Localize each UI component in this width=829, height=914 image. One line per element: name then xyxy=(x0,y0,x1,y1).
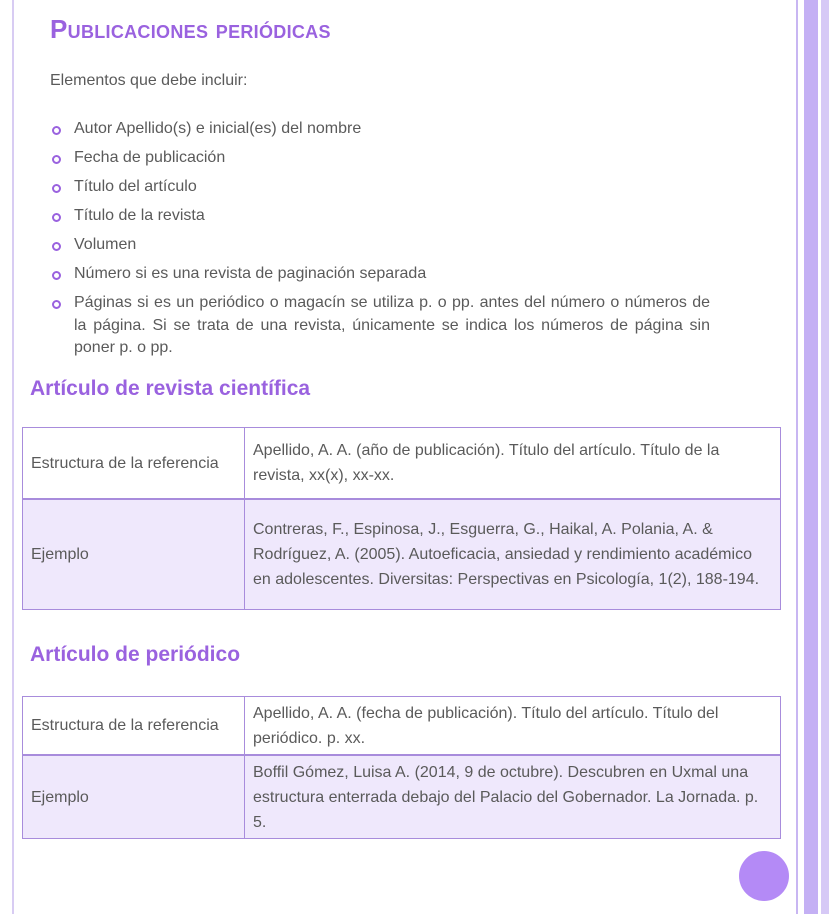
list-item-text: Fecha de publicación xyxy=(74,149,226,166)
list-item xyxy=(50,292,710,360)
example-value-cell: Boffil Gómez, Luisa A. (2014, 9 de octubre). Descubren en Uxmal una estructura enterrada debajo del Palacio del Gobernador. La Jornada. p. 5. xyxy=(245,755,781,839)
next-slide-button[interactable] xyxy=(739,851,789,901)
left-border-line xyxy=(12,0,14,914)
circle-bullet-icon xyxy=(52,184,61,193)
list-item-text: Título de la revista xyxy=(74,207,205,224)
structure-label-cell: Estructura de la referencia xyxy=(23,428,245,500)
list-item-text: Número si es una revista de paginación separada xyxy=(74,265,427,282)
newspaper-article-heading: Artículo de periódico xyxy=(30,643,241,666)
page-title: Publicaciones periódicas xyxy=(50,14,331,44)
example-label-cell: Ejemplo xyxy=(23,755,245,839)
circle-bullet-icon xyxy=(52,242,61,251)
list-item xyxy=(50,176,710,199)
list-item-text: Autor Apellido(s) e inicial(es) del nombre xyxy=(74,120,362,137)
table-row xyxy=(23,755,781,839)
circle-bullet-icon xyxy=(52,271,61,280)
circle-bullet-icon xyxy=(52,300,61,309)
list-item-text: Páginas si es un periódico o magacín se utiliza p. o pp. antes del número o números de la página. Si se trata de una revista, únicamente se indica los números de página sin poner p. o pp. xyxy=(74,294,710,356)
circle-bullet-icon xyxy=(52,155,61,164)
list-item xyxy=(50,205,710,228)
list-item xyxy=(50,234,710,257)
elements-list xyxy=(50,118,710,366)
list-item xyxy=(50,147,710,170)
journal-reference-table xyxy=(22,427,781,610)
list-item xyxy=(50,118,710,141)
table-row xyxy=(23,697,781,756)
right-decorative-border xyxy=(791,0,829,914)
example-value-cell: Contreras, F., Espinosa, J., Esguerra, G., Haikal, A. Polania, A. & Rodríguez, A. (2005). Autoeficacia, ansiedad y rendimiento académico en adolescentes. Diversitas: Perspectivas en Psicología, 1(2), 188-194. xyxy=(245,499,781,610)
circle-bullet-icon xyxy=(52,213,61,222)
circle-bullet-icon xyxy=(52,126,61,135)
structure-label-cell: Estructura de la referencia xyxy=(23,697,245,756)
journal-article-heading: Artículo de revista científica xyxy=(30,377,311,400)
structure-value-cell: Apellido, A. A. (año de publicación). Título del artículo. Título de la revista, xx(x), xx-xx. xyxy=(245,428,781,500)
table-row xyxy=(23,428,781,500)
newspaper-reference-table xyxy=(22,696,781,839)
intro-text: Elementos que debe incluir: xyxy=(50,72,248,89)
list-item-text: Volumen xyxy=(74,236,137,253)
list-item-text: Título del artículo xyxy=(74,178,197,195)
example-label-cell: Ejemplo xyxy=(23,499,245,610)
list-item xyxy=(50,263,710,286)
structure-value-cell: Apellido, A. A. (fecha de publicación). Título del artículo. Título del periódico. p. xx. xyxy=(245,697,781,756)
table-row xyxy=(23,499,781,610)
